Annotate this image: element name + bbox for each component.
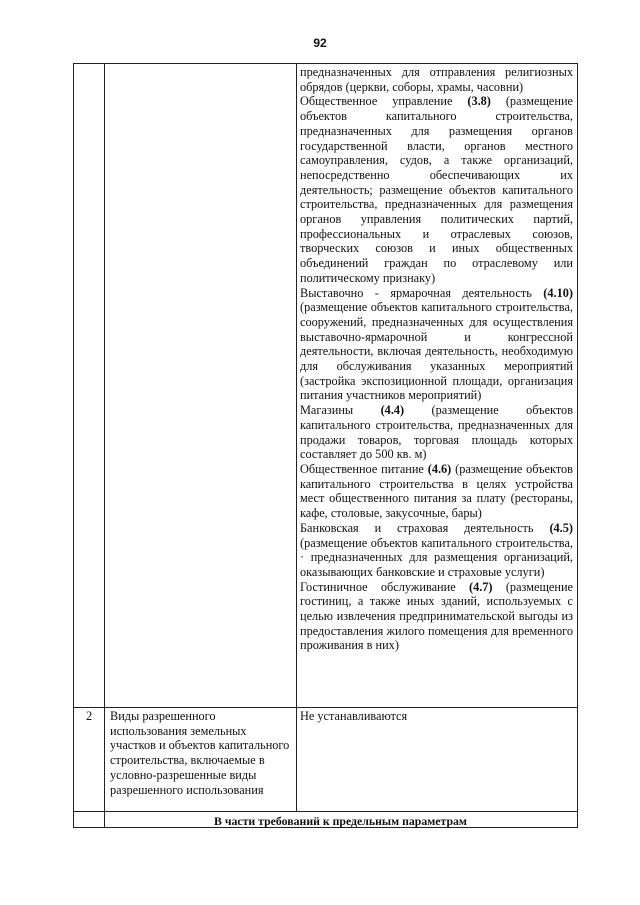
- code-4-5: (4.5): [549, 520, 573, 535]
- section-heading: В части требований к предельным параметрам: [214, 814, 467, 828]
- row-value: Не устанавливаются: [300, 709, 408, 723]
- paragraph-banking: Банковская и страховая деятельность (4.5) (размещение объектов капитального строительства, · предназначенных для размещения организаций, оказывающих банковские и страховые услуги): [300, 520, 573, 579]
- table-right-border: [577, 63, 578, 828]
- code-4-4: (4.4): [380, 403, 405, 418]
- code-4-7: (4.7): [468, 579, 493, 594]
- row-label: Виды разрешенного использования земельных участков и объектов капитального строительства, включаемые в условно-разрешенные виды разрешенного использования: [110, 709, 290, 797]
- column-divider-2: [296, 63, 297, 812]
- paragraph-public-administration: Общественное управление (3.8) (размещение объектов капитального строительства, предназначенных для размещения органов государственной власти, органов местного самоуправления, судов, а также организаций, непосредственно обеспечивающих их деятельность; размещение объектов капитального строительства, предназначенных для размещения органов управления политических партий, профессиональных и отраслевых союзов, творческих союзов и иных общественных объединений граждан по отраслевому или политическому признаку): [300, 94, 573, 285]
- page-number: 92: [313, 36, 327, 50]
- code-3-8: (3.8): [467, 94, 491, 109]
- code-4-10: (4.10): [543, 285, 573, 300]
- paragraph-shops: Магазины (4.4) (размещение объектов капитального строительства, предназначенных для продажи товаров, торговая площадь которых составляет до 500 кв. м): [300, 403, 573, 462]
- paragraph-exhibition: Выставочно - ярмарочная деятельность (4.10) (размещение объектов капитального строительства, сооружений, предназначенных для осуществления выставочно-ярмарочной и конгрессной деятельности, включая деятельность, необходимую для обслуживания указанных мероприятий (застройка экспозиционной площади, организация питания участников мероприятий): [300, 285, 573, 403]
- code-4-6: (4.6): [427, 461, 452, 476]
- row-divider-2: [73, 811, 578, 812]
- table-left-border: [73, 63, 74, 828]
- paragraph-religious: предназначенных для отправления религиозных обрядов (церкви, соборы, храмы, часовни): [300, 65, 573, 94]
- permitted-uses-cell: [300, 65, 573, 653]
- column-divider-1: [104, 63, 105, 828]
- table-top-border: [73, 63, 578, 64]
- paragraph-catering: Общественное питание (4.6) (размещение объектов капитального строительства в целях устройства мест общественного питания за плату (рестораны, кафе, столовые, закусочные, бары): [300, 461, 573, 521]
- paragraph-hotel: Гостиничное обслуживание (4.7) (размещение гостиниц, а также иных зданий, используемых с целью извлечения предпринимательской выгоды из предоставления жилого помещения для временного проживания в них): [300, 579, 573, 653]
- row-divider-1: [73, 707, 578, 708]
- row-number: 2: [86, 709, 93, 723]
